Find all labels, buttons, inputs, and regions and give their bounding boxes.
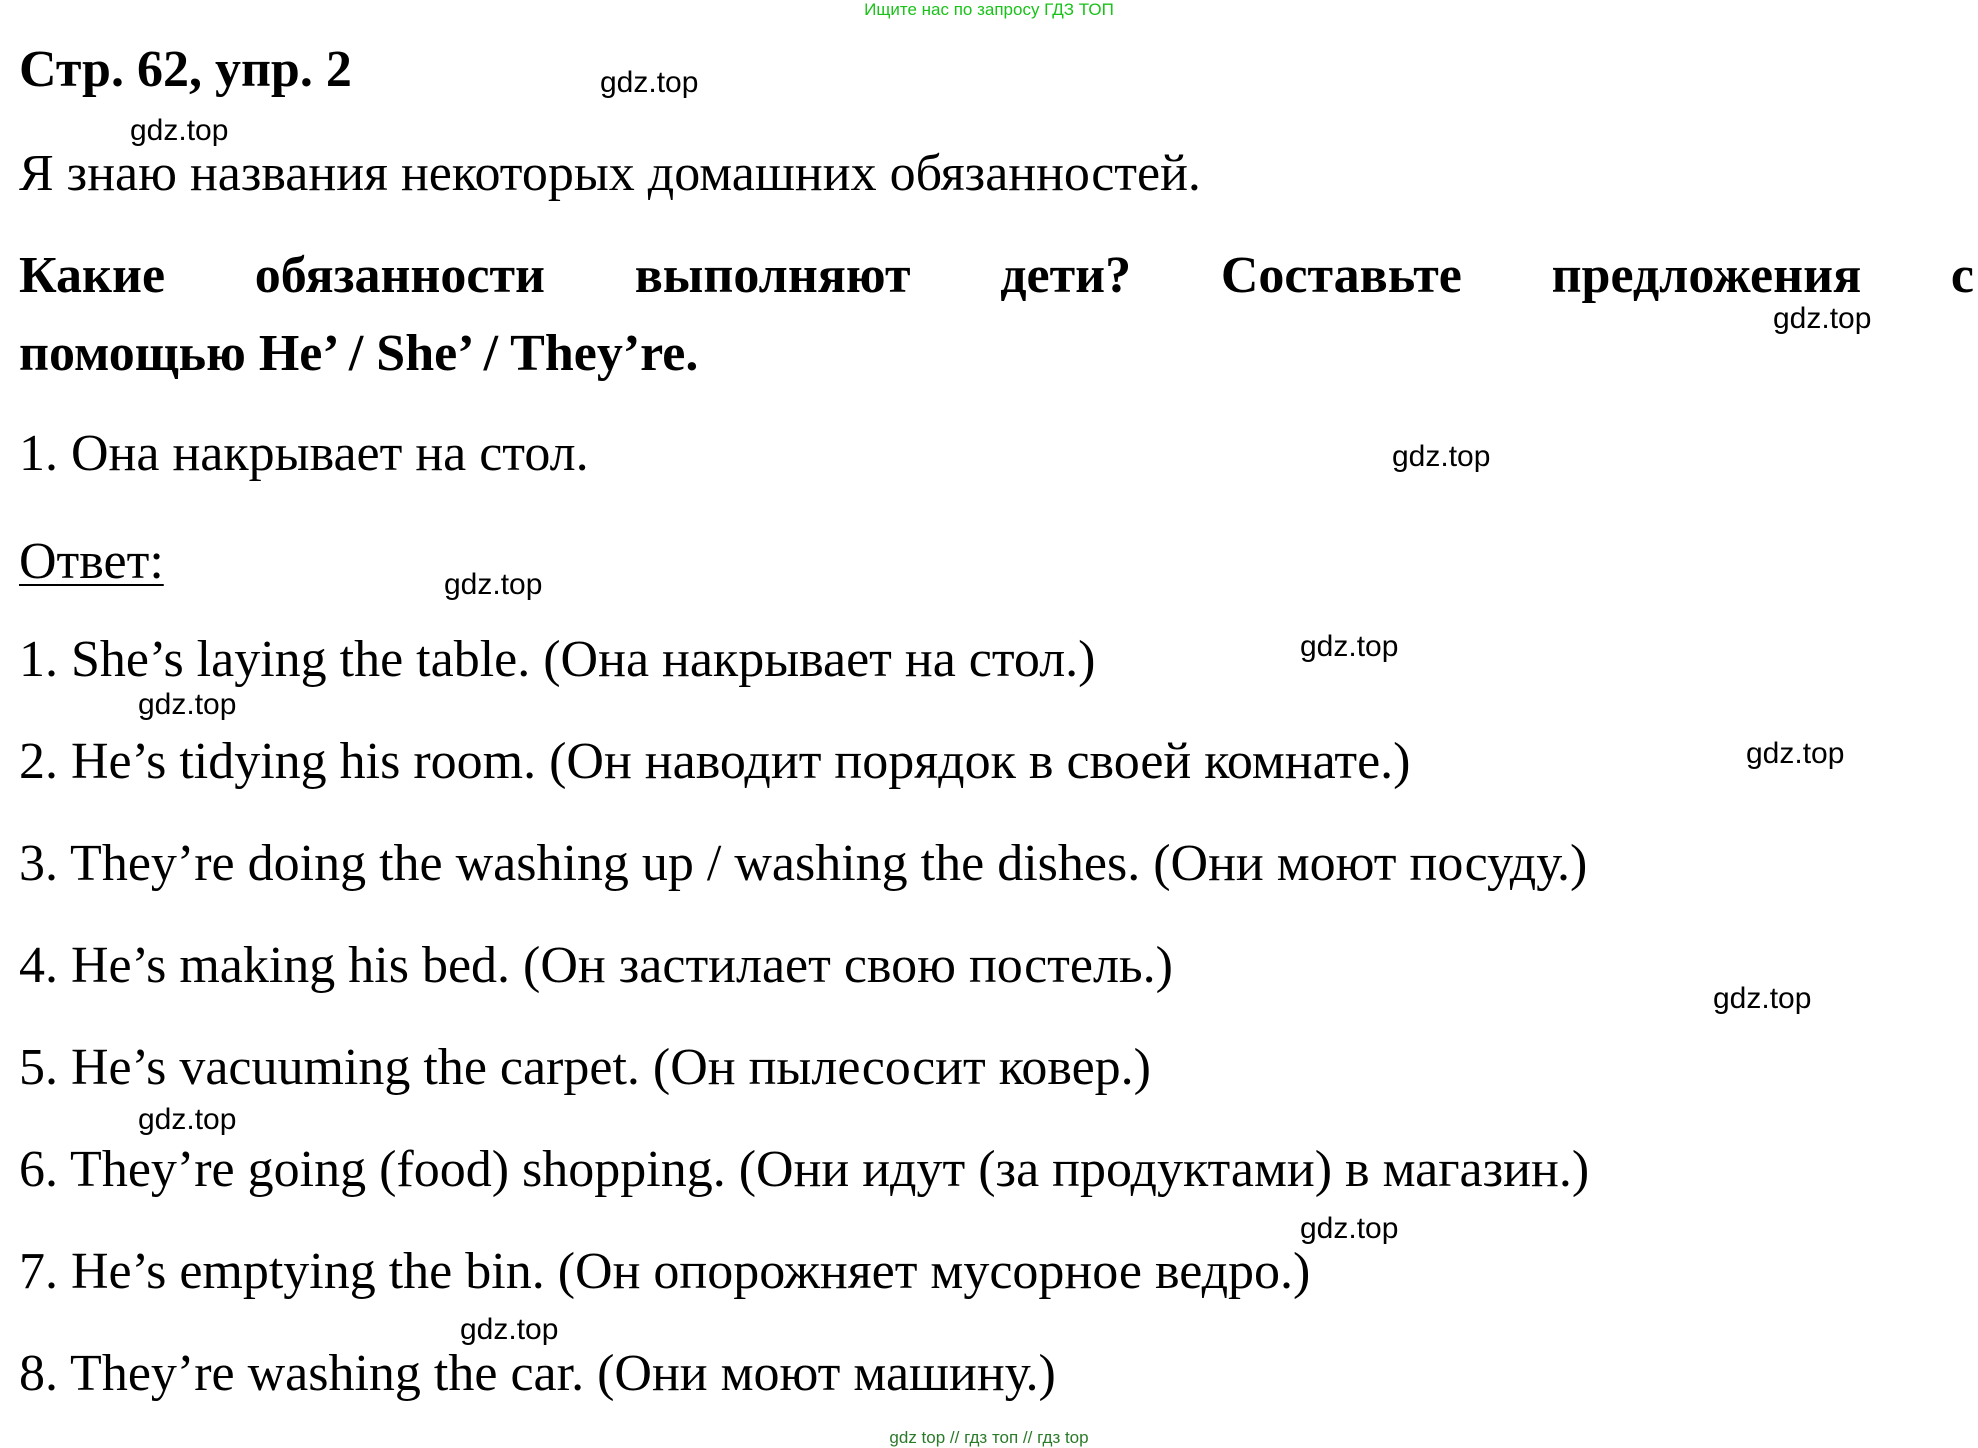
footer-watermark: gdz top // гдз топ // гдз top: [889, 1428, 1089, 1447]
watermark: gdz.top: [138, 1103, 237, 1136]
watermark: gdz.top: [1300, 630, 1399, 663]
answer-item-1: 1. She’s laying the table. (Она накрывает на стол.): [19, 631, 1096, 688]
watermark: gdz.top: [130, 114, 229, 147]
answer-item-4: 4. He’s making his bed. (Он застилает свою постель.): [19, 937, 1173, 994]
watermark: gdz.top: [1746, 737, 1845, 770]
watermark: gdz.top: [1300, 1212, 1399, 1245]
watermark: gdz.top: [138, 688, 237, 721]
task-line-2: помощью He’ / She’ / They’re.: [19, 325, 699, 382]
watermark: gdz.top: [460, 1313, 559, 1346]
example-text: 1. Она накрывает на стол.: [19, 425, 589, 482]
intro-text: Я знаю названия некоторых домашних обязанностей.: [19, 145, 1201, 202]
top-banner: Ищите нас по запросу ГДЗ ТОП: [864, 0, 1114, 19]
watermark: gdz.top: [1773, 302, 1872, 335]
answer-item-8: 8. They’re washing the car. (Они моют машину.): [19, 1345, 1056, 1402]
page-title: Стр. 62, упр. 2: [19, 41, 352, 98]
watermark: gdz.top: [1713, 982, 1812, 1015]
watermark: gdz.top: [600, 66, 699, 99]
answer-item-5: 5. He’s vacuuming the carpet. (Он пылесосит ковер.): [19, 1039, 1151, 1096]
answer-item-6: 6. They’re going (food) shopping. (Они идут (за продуктами) в магазин.): [19, 1141, 1590, 1198]
watermark: gdz.top: [1392, 440, 1491, 473]
answer-item-3: 3. They’re doing the washing up / washing the dishes. (Они моют посуду.): [19, 835, 1588, 892]
answer-label: Ответ:: [19, 533, 164, 590]
answer-item-2: 2. He’s tidying his room. (Он наводит порядок в своей комнате.): [19, 733, 1411, 790]
watermark: gdz.top: [444, 568, 543, 601]
answer-item-7: 7. He’s emptying the bin. (Он опорожняет мусорное ведро.): [19, 1243, 1311, 1300]
task-line-1: Какие обязанности выполняют дети? Составьте предложения с: [19, 247, 1974, 304]
